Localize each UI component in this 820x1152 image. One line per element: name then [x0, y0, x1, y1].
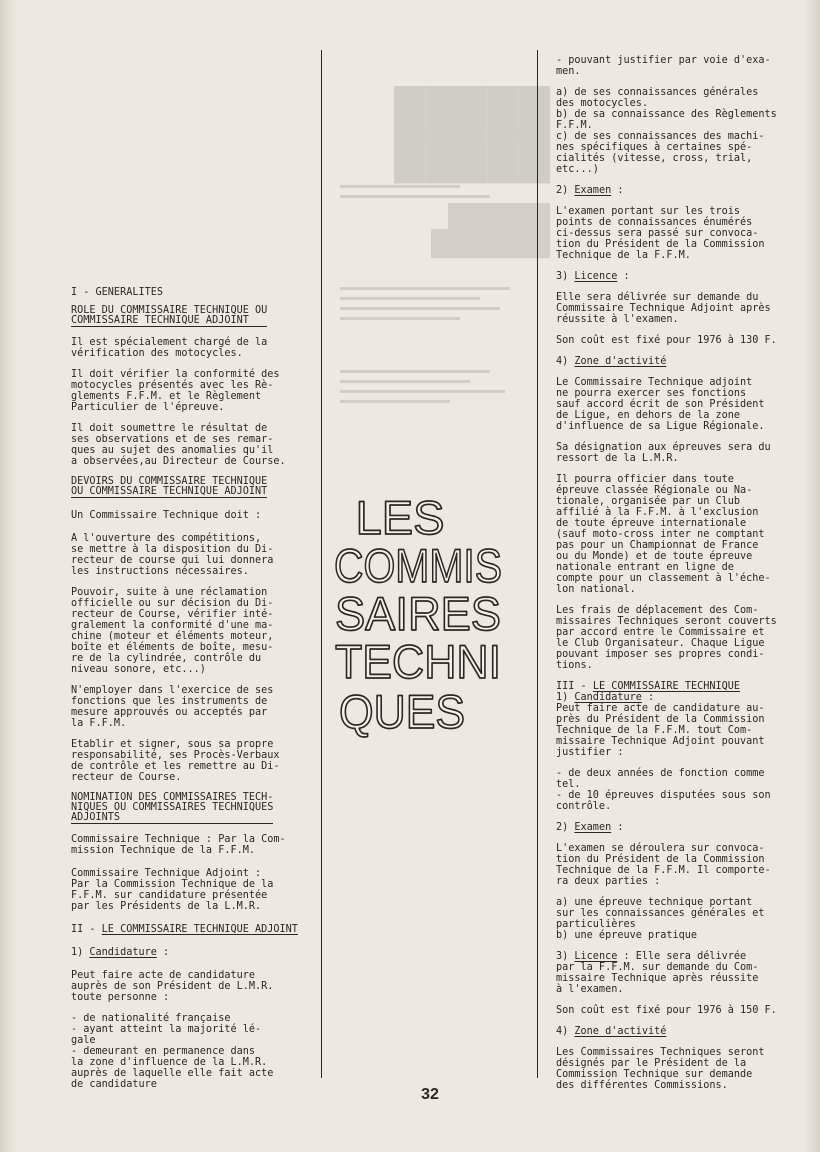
exam-prefix: 2) [556, 185, 575, 196]
zone-paragraph-1: Le Commissaire Technique adjoint ne pourra exercer ses fonctions sauf accord écrit de son Président de Ligue, en dehors de la zone d'influence de sa Ligue Régionale. [556, 377, 765, 432]
right-column [556, 55, 788, 1101]
page-number: 32 [421, 1086, 439, 1103]
s3-candidature-paragraph-1: Peut faire acte de candidature au- près du Président de la Commission Technique de la F.F.M. tout Com- missaire Technique Adjoint pouvant justifier : [556, 703, 765, 758]
zone-prefix: 4) [556, 356, 575, 367]
right-column-rule [537, 50, 538, 1078]
s3-exam-prefix: 2) [556, 822, 575, 833]
section-3-prefix: III - [556, 681, 593, 692]
s3-exam-paragraph-2: a) une épreuve technique portant sur les connaissances générales et particulières b) une épreuve pratique [556, 897, 765, 941]
page-edge-shadow-right [804, 0, 820, 1152]
candidature-title: Candidature [89, 947, 157, 958]
exam-title: Examen [574, 185, 612, 196]
zone-title: Zone d'activité [574, 356, 667, 367]
nomination-heading: NOMINATION DES COMMISSAIRES TECH- NIQUES OU COMMISSAIRES TECHNIQUES ADJOINTS [71, 792, 274, 823]
zone-paragraph-4: Les frais de déplacement des Com- missaires Techniques seront couverts par accord entre le Commissaire et le Club Organisateur. Chaque Ligue pouvant imposer ses propres condi- tions. [556, 605, 777, 671]
role-paragraph-2: Il doit vérifier la conformité des motocycles présentés avec les Rè- glements F.F.M. et le Règlement Particulier de l'épreuve. [71, 369, 280, 413]
left-column-rule [321, 50, 322, 1078]
exam-suffix: : [611, 185, 624, 196]
nomination-paragraph-1: Commissaire Technique : Par la Com- mission Technique de la F.F.M. [71, 834, 286, 856]
continuation-paragraph-2: a) de ses connaissances générales des motocycles. b) de sa connaissance des Règlements F.F.M. c) de ses connaissances des machi- nes spécifiques à certaines spé- cialités (vitesse, cross, trial, etc...) [556, 87, 777, 175]
section-1-title-text: I - GENERALITES [71, 287, 164, 298]
s3-licence-prefix: 3) [556, 951, 575, 962]
s3-licence-paragraph-2: Son coût est fixé pour 1976 à 150 F. [556, 1005, 777, 1016]
role-paragraph-1: Il est spécialement chargé de la vérification des motocycles. [71, 337, 268, 359]
exam-paragraph: L'examen portant sur les trois points de connaissances énumérés ci-dessus sera passé sur convoca- tion du Président de la Commission Technique de la F.F.M. [556, 206, 765, 261]
licence-paragraph-2: Son coût est fixé pour 1976 à 130 F. [556, 335, 777, 346]
s3-exam-paragraph-1: L'examen se déroulera sur convoca- tion du Président de la Commission Technique de la F.F.M. Il comporte- ra deux parties : [556, 843, 771, 887]
section-2-title: LE COMMISSAIRE TECHNIQUE ADJOINT [101, 924, 298, 935]
zone-heading [556, 356, 788, 367]
s3-zone-prefix: 4) [556, 1026, 575, 1037]
role-paragraph-3: Il doit soumettre le résultat de ses observations et de ses remar- ques au sujet des anomalies qu'il a observées,au Directeur de Course. [71, 423, 286, 467]
duties-intro: Un Commissaire Technique doit : [71, 510, 262, 521]
licence-heading [556, 271, 788, 282]
nomination-paragraph-2: Commissaire Technique Adjoint : Par la Commission Technique de la F.F.M. sur candidature présentée par les Présidents de la L.M.R. [71, 868, 274, 912]
page-edge-shadow-left [0, 0, 16, 1152]
exam-heading [556, 185, 788, 196]
section-2-heading [71, 924, 306, 935]
candidature-suffix: : [156, 947, 170, 958]
s3-candidature-title: Candidature [574, 692, 642, 703]
s3-zone-heading [556, 1026, 788, 1037]
role-heading: ROLE DU COMMISSAIRE TECHNIQUE OU COMMISSAIRE TECHNIQUE ADJOINT [71, 305, 268, 326]
zone-paragraph-3: Il pourra officier dans toute épreuve classée Régionale ou Na- tionale, organisée par un Club affilié à la F.F.M. à l'exclusion de toute épreuve internationale (sauf moto-cross inter ne comptant pas pour un Championnat de France ou du Monde) et de toute épreuve nationale entrant en ligne de compte pour un classement à l'éche- lon national. [556, 474, 771, 595]
s3-licence-rest: : Elle sera délivrée par la F.F.M. sur demande du Com- missaire Technique après réussite à l'examen. [556, 951, 759, 995]
center-title-line-1: LES [355, 494, 445, 544]
zone-paragraph-2: Sa désignation aux épreuves sera du ressort de la L.M.R. [556, 442, 771, 464]
licence-title: Licence [574, 271, 618, 282]
center-title-line-2: COMMIS [334, 539, 502, 592]
duties-paragraph-3: N'employer dans l'exercice de ses fonctions que les instruments de mesure approuvés ou acceptés par la F.F.M. [71, 685, 274, 729]
s3-exam-heading [556, 822, 788, 833]
s3-zone-paragraph: Les Commissaires Techniques seront désignés par le Président de la Commission Technique sur demande des différentes Commissions. [556, 1047, 765, 1091]
section-1-title [71, 287, 306, 298]
candidature-prefix: 1) [71, 947, 90, 958]
licence-prefix: 3) [556, 271, 575, 282]
center-title-line-3: SAIRES [335, 587, 501, 640]
section-3-title: LE COMMISSAIRE TECHNIQUE [592, 681, 741, 692]
reverse-page-bleed-through: █████ █████ ██████ ███████ [330, 70, 550, 1080]
center-title-line-5: QUES [339, 685, 465, 738]
s3-licence-title: Licence [574, 951, 618, 962]
s3-candidature-suffix: : [641, 692, 655, 703]
licence-paragraph-1: Elle sera délivrée sur demande du Commissaire Technique Adjoint après réussite à l'examen. [556, 292, 771, 325]
continuation-paragraph-1: - pouvant justifier par voie d'exa- men. [556, 55, 771, 77]
licence-suffix: : [617, 271, 630, 282]
s3-exam-title: Examen [574, 822, 612, 833]
duties-paragraph-4: Etablir et signer, sous sa propre responsabilité, ses Procès-Verbaux de contrôle et les remettre au Di- recteur de Course. [71, 739, 280, 783]
center-title [330, 494, 530, 744]
s3-licence-paragraph-1 [556, 951, 788, 995]
duties-paragraph-2: Pouvoir, suite à une réclamation officielle ou sur décision du Di- recteur de Course, vérifier inté- gralement la conformité d'une ma- chine (moteur et éléments moteur, boîte et éléments de boîte, mesu- re de la cylindrée, contrôle du niveau sonore, etc...) [71, 587, 274, 675]
section-2-prefix: II - [71, 924, 102, 935]
center-title-line-4: TECHNI [335, 635, 501, 688]
left-column [71, 287, 306, 1100]
s3-candidature-prefix: 1) [556, 692, 575, 703]
duties-heading: DEVOIRS DU COMMISSAIRE TECHNIQUE OU COMMISSAIRE TECHNIQUE ADJOINT [71, 476, 268, 497]
duties-paragraph-1: A l'ouverture des compétitions, se mettre à la disposition du Di- recteur de course qui lui donnera les instructions nécessaires. [71, 533, 274, 577]
s3-candidature-paragraph-2: - de deux années de fonction comme tel. - de 10 épreuves disputées sous son contrôle. [556, 768, 771, 812]
s3-candidature-heading [556, 692, 788, 703]
candidature-heading [71, 947, 306, 958]
section-3-heading [556, 681, 788, 692]
candidature-paragraph-2: - de nationalité française - ayant atteint la majorité lé- gale - demeurant en permanence dans la zone d'influence de la L.M.R. auprès de laquelle elle fait acte de candidature [71, 1013, 274, 1090]
candidature-paragraph-1: Peut faire acte de candidature auprès de son Président de L.M.R. toute personne : [71, 970, 274, 1003]
s3-zone-title: Zone d'activité [574, 1026, 667, 1037]
s3-exam-suffix: : [611, 822, 624, 833]
